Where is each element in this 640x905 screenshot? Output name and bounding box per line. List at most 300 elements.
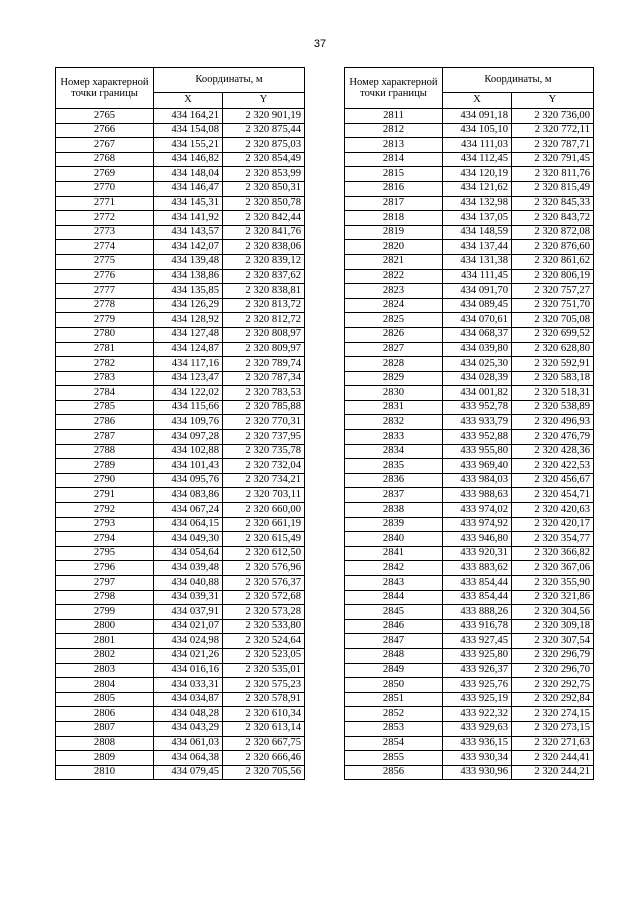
y-coordinate-cell: 2 320 366,82 (512, 546, 594, 561)
y-coordinate-cell: 2 320 523,05 (223, 648, 305, 663)
header-coordinates: Координаты, м (443, 68, 594, 93)
y-coordinate-cell: 2 320 854,49 (223, 152, 305, 167)
x-coordinate-cell: 434 145,31 (154, 196, 223, 211)
x-coordinate-cell: 434 024,98 (154, 634, 223, 649)
y-coordinate-cell: 2 320 533,80 (223, 619, 305, 634)
x-coordinate-cell: 434 111,03 (443, 138, 512, 153)
point-number-cell: 2845 (345, 605, 443, 620)
table-row (345, 663, 594, 678)
y-coordinate-cell: 2 320 355,90 (512, 576, 594, 591)
x-coordinate-cell: 434 121,62 (443, 181, 512, 196)
y-coordinate-cell: 2 320 354,77 (512, 532, 594, 547)
header-y: Y (223, 92, 305, 108)
coordinates-table-left (55, 67, 305, 780)
point-number-cell: 2851 (345, 692, 443, 707)
point-number-cell: 2765 (56, 109, 154, 124)
x-coordinate-cell: 434 146,47 (154, 181, 223, 196)
y-coordinate-cell: 2 320 615,49 (223, 532, 305, 547)
table-row (56, 196, 305, 211)
point-number-cell: 2791 (56, 488, 154, 503)
point-number-cell: 2804 (56, 678, 154, 693)
point-number-cell: 2814 (345, 152, 443, 167)
header-point-number: Номер характерной точки границы (345, 68, 443, 109)
x-coordinate-cell: 434 043,29 (154, 721, 223, 736)
table-row (56, 751, 305, 766)
header-x: X (154, 92, 223, 108)
x-coordinate-cell: 434 137,44 (443, 240, 512, 255)
y-coordinate-cell: 2 320 808,97 (223, 327, 305, 342)
table-row (56, 109, 305, 124)
table-row (345, 561, 594, 576)
point-number-cell: 2811 (345, 109, 443, 124)
table-row (56, 225, 305, 240)
table-row (56, 269, 305, 284)
x-coordinate-cell: 434 148,04 (154, 167, 223, 182)
x-coordinate-cell: 434 039,48 (154, 561, 223, 576)
y-coordinate-cell: 2 320 791,45 (512, 152, 594, 167)
y-coordinate-cell: 2 320 610,34 (223, 707, 305, 722)
y-coordinate-cell: 2 320 837,62 (223, 269, 305, 284)
x-coordinate-cell: 434 091,18 (443, 109, 512, 124)
y-coordinate-cell: 2 320 785,88 (223, 400, 305, 415)
table-row (56, 284, 305, 299)
x-coordinate-cell: 433 922,32 (443, 707, 512, 722)
y-coordinate-cell: 2 320 518,31 (512, 386, 594, 401)
table-row (56, 473, 305, 488)
y-coordinate-cell: 2 320 841,76 (223, 225, 305, 240)
table-row (56, 546, 305, 561)
point-number-cell: 2838 (345, 503, 443, 518)
point-number-cell: 2817 (345, 196, 443, 211)
point-number-cell: 2847 (345, 634, 443, 649)
table-row (56, 298, 305, 313)
point-number-cell: 2834 (345, 444, 443, 459)
x-coordinate-cell: 434 155,21 (154, 138, 223, 153)
point-number-cell: 2808 (56, 736, 154, 751)
y-coordinate-cell: 2 320 661,19 (223, 517, 305, 532)
y-coordinate-cell: 2 320 734,21 (223, 473, 305, 488)
point-number-cell: 2820 (345, 240, 443, 255)
table-row (345, 678, 594, 693)
x-coordinate-cell: 434 164,21 (154, 109, 223, 124)
table-row (345, 517, 594, 532)
y-coordinate-cell: 2 320 813,72 (223, 298, 305, 313)
x-coordinate-cell: 434 137,05 (443, 211, 512, 226)
y-coordinate-cell: 2 320 296,70 (512, 663, 594, 678)
x-coordinate-cell: 434 061,03 (154, 736, 223, 751)
x-coordinate-cell: 433 920,31 (443, 546, 512, 561)
y-coordinate-cell: 2 320 576,96 (223, 561, 305, 576)
point-number-cell: 2843 (345, 576, 443, 591)
y-coordinate-cell: 2 320 309,18 (512, 619, 594, 634)
y-coordinate-cell: 2 320 705,08 (512, 313, 594, 328)
point-number-cell: 2792 (56, 503, 154, 518)
table-row (56, 707, 305, 722)
point-number-cell: 2780 (56, 327, 154, 342)
point-number-cell: 2774 (56, 240, 154, 255)
point-number-cell: 2769 (56, 167, 154, 182)
header-point-number: Номер характерной точки границы (56, 68, 154, 109)
table-row (345, 298, 594, 313)
point-number-cell: 2819 (345, 225, 443, 240)
page-number: 37 (313, 38, 327, 50)
y-coordinate-cell: 2 320 737,95 (223, 430, 305, 445)
table-row (345, 444, 594, 459)
y-coordinate-cell: 2 320 576,37 (223, 576, 305, 591)
x-coordinate-cell: 434 067,24 (154, 503, 223, 518)
x-coordinate-cell: 434 064,15 (154, 517, 223, 532)
x-coordinate-cell: 434 040,88 (154, 576, 223, 591)
point-number-cell: 2825 (345, 313, 443, 328)
x-coordinate-cell: 434 111,45 (443, 269, 512, 284)
y-coordinate-cell: 2 320 535,01 (223, 663, 305, 678)
table-row (56, 430, 305, 445)
table-row (345, 342, 594, 357)
y-coordinate-cell: 2 320 428,36 (512, 444, 594, 459)
y-coordinate-cell: 2 320 850,31 (223, 181, 305, 196)
table-row (345, 371, 594, 386)
y-coordinate-cell: 2 320 476,79 (512, 430, 594, 445)
y-coordinate-cell: 2 320 705,56 (223, 765, 305, 780)
point-number-cell: 2821 (345, 254, 443, 269)
point-number-cell: 2777 (56, 284, 154, 299)
x-coordinate-cell: 433 888,26 (443, 605, 512, 620)
table-row (56, 386, 305, 401)
x-coordinate-cell: 434 034,87 (154, 692, 223, 707)
table-row (345, 751, 594, 766)
x-coordinate-cell: 434 141,92 (154, 211, 223, 226)
x-coordinate-cell: 433 974,02 (443, 503, 512, 518)
y-coordinate-cell: 2 320 699,52 (512, 327, 594, 342)
y-coordinate-cell: 2 320 876,60 (512, 240, 594, 255)
y-coordinate-cell: 2 320 420,17 (512, 517, 594, 532)
table-row (345, 473, 594, 488)
table-row (56, 123, 305, 138)
y-coordinate-cell: 2 320 292,75 (512, 678, 594, 693)
point-number-cell: 2816 (345, 181, 443, 196)
point-number-cell: 2768 (56, 152, 154, 167)
point-number-cell: 2798 (56, 590, 154, 605)
y-coordinate-cell: 2 320 843,72 (512, 211, 594, 226)
point-number-cell: 2775 (56, 254, 154, 269)
table-row (345, 707, 594, 722)
x-coordinate-cell: 434 109,76 (154, 415, 223, 430)
x-coordinate-cell: 433 974,92 (443, 517, 512, 532)
table-row (56, 371, 305, 386)
point-number-cell: 2852 (345, 707, 443, 722)
x-coordinate-cell: 434 037,91 (154, 605, 223, 620)
x-coordinate-cell: 434 146,82 (154, 152, 223, 167)
table-row (56, 167, 305, 182)
table-row (345, 181, 594, 196)
x-coordinate-cell: 433 955,80 (443, 444, 512, 459)
point-number-cell: 2793 (56, 517, 154, 532)
y-coordinate-cell: 2 320 583,18 (512, 371, 594, 386)
point-number-cell: 2840 (345, 532, 443, 547)
x-coordinate-cell: 434 095,76 (154, 473, 223, 488)
table-row (56, 138, 305, 153)
x-coordinate-cell: 433 969,40 (443, 459, 512, 474)
table-row (56, 765, 305, 780)
table-row (56, 590, 305, 605)
table-row (56, 488, 305, 503)
table-row (56, 532, 305, 547)
y-coordinate-cell: 2 320 806,19 (512, 269, 594, 284)
x-coordinate-cell: 433 929,63 (443, 721, 512, 736)
y-coordinate-cell: 2 320 783,53 (223, 386, 305, 401)
y-coordinate-cell: 2 320 861,62 (512, 254, 594, 269)
y-coordinate-cell: 2 320 628,80 (512, 342, 594, 357)
y-coordinate-cell: 2 320 853,99 (223, 167, 305, 182)
y-coordinate-cell: 2 320 809,97 (223, 342, 305, 357)
point-number-cell: 2779 (56, 313, 154, 328)
table-row (56, 561, 305, 576)
point-number-cell: 2790 (56, 473, 154, 488)
x-coordinate-cell: 434 033,31 (154, 678, 223, 693)
x-coordinate-cell: 433 925,76 (443, 678, 512, 693)
x-coordinate-cell: 434 068,37 (443, 327, 512, 342)
point-number-cell: 2770 (56, 181, 154, 196)
y-coordinate-cell: 2 320 666,46 (223, 751, 305, 766)
table-row (345, 576, 594, 591)
point-number-cell: 2796 (56, 561, 154, 576)
y-coordinate-cell: 2 320 307,54 (512, 634, 594, 649)
point-number-cell: 2803 (56, 663, 154, 678)
point-number-cell: 2782 (56, 357, 154, 372)
table-row (345, 269, 594, 284)
y-coordinate-cell: 2 320 420,63 (512, 503, 594, 518)
table-row (345, 605, 594, 620)
y-coordinate-cell: 2 320 524,64 (223, 634, 305, 649)
point-number-cell: 2846 (345, 619, 443, 634)
point-number-cell: 2839 (345, 517, 443, 532)
y-coordinate-cell: 2 320 613,14 (223, 721, 305, 736)
point-number-cell: 2829 (345, 371, 443, 386)
y-coordinate-cell: 2 320 839,12 (223, 254, 305, 269)
table-row (56, 254, 305, 269)
x-coordinate-cell: 434 105,10 (443, 123, 512, 138)
table-row (345, 357, 594, 372)
header-y: Y (512, 92, 594, 108)
point-number-cell: 2810 (56, 765, 154, 780)
y-coordinate-cell: 2 320 575,23 (223, 678, 305, 693)
point-number-cell: 2795 (56, 546, 154, 561)
table-row (345, 196, 594, 211)
y-coordinate-cell: 2 320 736,00 (512, 109, 594, 124)
table-row (345, 254, 594, 269)
point-number-cell: 2854 (345, 736, 443, 751)
table-row (345, 400, 594, 415)
point-number-cell: 2813 (345, 138, 443, 153)
table-row (345, 692, 594, 707)
x-coordinate-cell: 433 854,44 (443, 590, 512, 605)
point-number-cell: 2855 (345, 751, 443, 766)
table-row (56, 313, 305, 328)
y-coordinate-cell: 2 320 811,76 (512, 167, 594, 182)
point-number-cell: 2805 (56, 692, 154, 707)
y-coordinate-cell: 2 320 812,72 (223, 313, 305, 328)
y-coordinate-cell: 2 320 770,31 (223, 415, 305, 430)
table-row (345, 736, 594, 751)
x-coordinate-cell: 434 135,85 (154, 284, 223, 299)
point-number-cell: 2818 (345, 211, 443, 226)
point-number-cell: 2828 (345, 357, 443, 372)
point-number-cell: 2842 (345, 561, 443, 576)
table-row (345, 240, 594, 255)
point-number-cell: 2827 (345, 342, 443, 357)
x-coordinate-cell: 434 112,45 (443, 152, 512, 167)
y-coordinate-cell: 2 320 787,34 (223, 371, 305, 386)
table-row (56, 459, 305, 474)
x-coordinate-cell: 434 138,86 (154, 269, 223, 284)
x-coordinate-cell: 433 925,19 (443, 692, 512, 707)
y-coordinate-cell: 2 320 850,78 (223, 196, 305, 211)
x-coordinate-cell: 433 952,88 (443, 430, 512, 445)
table-row (345, 532, 594, 547)
x-coordinate-cell: 433 927,45 (443, 634, 512, 649)
table-row (345, 634, 594, 649)
table-row (345, 765, 594, 780)
y-coordinate-cell: 2 320 592,91 (512, 357, 594, 372)
x-coordinate-cell: 434 154,08 (154, 123, 223, 138)
point-number-cell: 2771 (56, 196, 154, 211)
table-row (345, 503, 594, 518)
point-number-cell: 2799 (56, 605, 154, 620)
point-number-cell: 2833 (345, 430, 443, 445)
x-coordinate-cell: 434 048,28 (154, 707, 223, 722)
y-coordinate-cell: 2 320 454,71 (512, 488, 594, 503)
table-row (345, 459, 594, 474)
y-coordinate-cell: 2 320 296,79 (512, 648, 594, 663)
point-number-cell: 2849 (345, 663, 443, 678)
x-coordinate-cell: 434 126,29 (154, 298, 223, 313)
point-number-cell: 2786 (56, 415, 154, 430)
point-number-cell: 2822 (345, 269, 443, 284)
table-row (345, 415, 594, 430)
y-coordinate-cell: 2 320 789,74 (223, 357, 305, 372)
table-row (345, 152, 594, 167)
point-number-cell: 2809 (56, 751, 154, 766)
x-coordinate-cell: 434 091,70 (443, 284, 512, 299)
x-coordinate-cell: 434 028,39 (443, 371, 512, 386)
x-coordinate-cell: 434 064,38 (154, 751, 223, 766)
y-coordinate-cell: 2 320 875,03 (223, 138, 305, 153)
table-row (345, 109, 594, 124)
y-coordinate-cell: 2 320 735,78 (223, 444, 305, 459)
y-coordinate-cell: 2 320 838,06 (223, 240, 305, 255)
table-row (56, 240, 305, 255)
point-number-cell: 2767 (56, 138, 154, 153)
table-row (56, 648, 305, 663)
point-number-cell: 2772 (56, 211, 154, 226)
table-body-left (56, 109, 305, 780)
table-row (345, 284, 594, 299)
y-coordinate-cell: 2 320 667,75 (223, 736, 305, 751)
y-coordinate-cell: 2 320 496,93 (512, 415, 594, 430)
y-coordinate-cell: 2 320 274,15 (512, 707, 594, 722)
point-number-cell: 2837 (345, 488, 443, 503)
x-coordinate-cell: 433 936,15 (443, 736, 512, 751)
table-row (345, 488, 594, 503)
point-number-cell: 2773 (56, 225, 154, 240)
x-coordinate-cell: 434 101,43 (154, 459, 223, 474)
table-row (345, 590, 594, 605)
y-coordinate-cell: 2 320 273,15 (512, 721, 594, 736)
y-coordinate-cell: 2 320 901,19 (223, 109, 305, 124)
table-row (56, 634, 305, 649)
point-number-cell: 2783 (56, 371, 154, 386)
y-coordinate-cell: 2 320 612,50 (223, 546, 305, 561)
table-row (56, 400, 305, 415)
x-coordinate-cell: 434 124,87 (154, 342, 223, 357)
point-number-cell: 2853 (345, 721, 443, 736)
point-number-cell: 2856 (345, 765, 443, 780)
point-number-cell: 2807 (56, 721, 154, 736)
x-coordinate-cell: 434 131,38 (443, 254, 512, 269)
y-coordinate-cell: 2 320 772,11 (512, 123, 594, 138)
point-number-cell: 2812 (345, 123, 443, 138)
x-coordinate-cell: 434 070,61 (443, 313, 512, 328)
point-number-cell: 2797 (56, 576, 154, 591)
coordinates-table-right (344, 67, 594, 780)
point-number-cell: 2830 (345, 386, 443, 401)
x-coordinate-cell: 433 930,34 (443, 751, 512, 766)
x-coordinate-cell: 434 139,48 (154, 254, 223, 269)
point-number-cell: 2806 (56, 707, 154, 722)
x-coordinate-cell: 434 122,02 (154, 386, 223, 401)
y-coordinate-cell: 2 320 244,41 (512, 751, 594, 766)
y-coordinate-cell: 2 320 538,89 (512, 400, 594, 415)
table-row (345, 619, 594, 634)
point-number-cell: 2850 (345, 678, 443, 693)
point-number-cell: 2776 (56, 269, 154, 284)
y-coordinate-cell: 2 320 842,44 (223, 211, 305, 226)
table-row (56, 211, 305, 226)
x-coordinate-cell: 434 142,07 (154, 240, 223, 255)
x-coordinate-cell: 433 916,78 (443, 619, 512, 634)
point-number-cell: 2826 (345, 327, 443, 342)
point-number-cell: 2784 (56, 386, 154, 401)
point-number-cell: 2832 (345, 415, 443, 430)
table-row (56, 503, 305, 518)
x-coordinate-cell: 433 988,63 (443, 488, 512, 503)
x-coordinate-cell: 433 925,80 (443, 648, 512, 663)
x-coordinate-cell: 434 039,31 (154, 590, 223, 605)
table-row (56, 721, 305, 736)
table-row (56, 736, 305, 751)
table-row (345, 430, 594, 445)
point-number-cell: 2824 (345, 298, 443, 313)
y-coordinate-cell: 2 320 244,21 (512, 765, 594, 780)
table-row (56, 678, 305, 693)
table-row (345, 327, 594, 342)
point-number-cell: 2841 (345, 546, 443, 561)
point-number-cell: 2815 (345, 167, 443, 182)
y-coordinate-cell: 2 320 292,84 (512, 692, 594, 707)
table-body-right (345, 109, 594, 780)
y-coordinate-cell: 2 320 875,44 (223, 123, 305, 138)
x-coordinate-cell: 433 952,78 (443, 400, 512, 415)
y-coordinate-cell: 2 320 751,70 (512, 298, 594, 313)
table-row (345, 386, 594, 401)
y-coordinate-cell: 2 320 757,27 (512, 284, 594, 299)
x-coordinate-cell: 433 883,62 (443, 561, 512, 576)
table-row (56, 619, 305, 634)
table-row (345, 546, 594, 561)
table-row (56, 663, 305, 678)
x-coordinate-cell: 434 097,28 (154, 430, 223, 445)
y-coordinate-cell: 2 320 845,33 (512, 196, 594, 211)
